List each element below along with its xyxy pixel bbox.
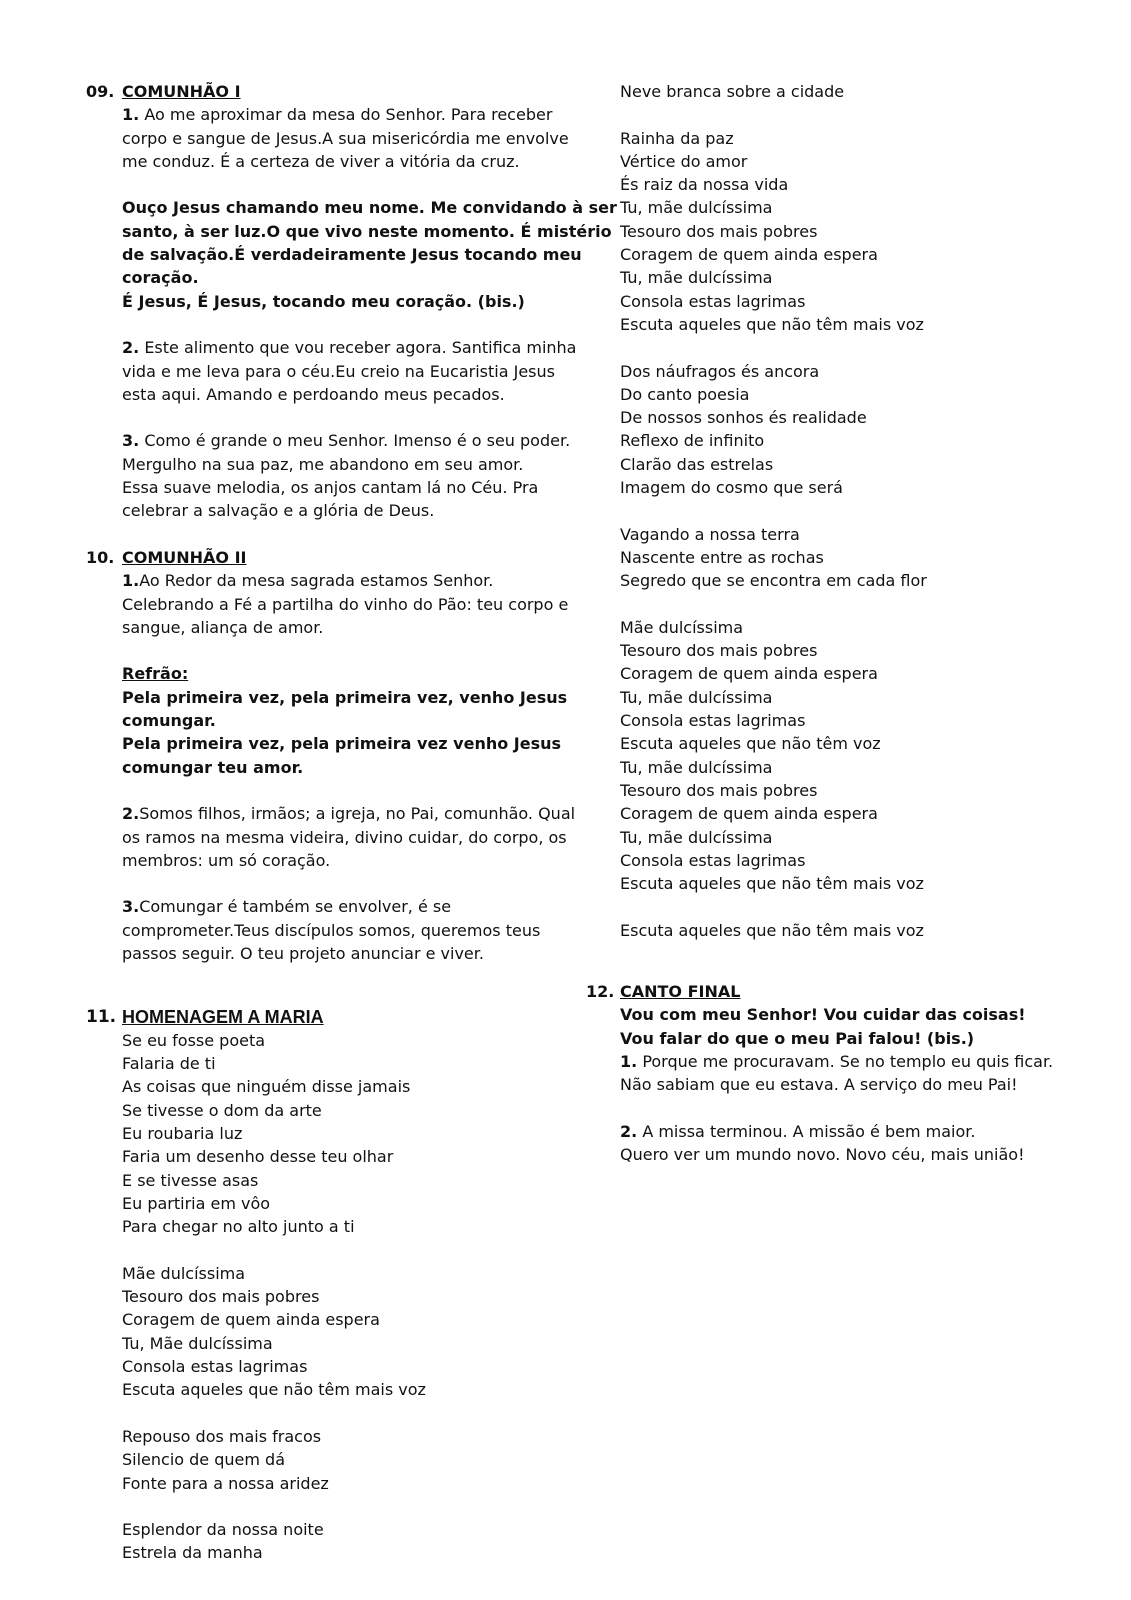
verse-line: 2. A missa terminou. A missão é bem maior. [620,1121,976,1141]
verse-line: Essa suave melodia, os anjos cantam lá no Céu. Pra [122,478,539,498]
verse-line: celebrar a salvação e a glória de Deus. [122,501,435,521]
verse-number: 3. [122,431,140,451]
refrain-line: santo, à ser luz.O que vivo neste momento. É mistério [122,221,612,241]
song-number: 09. [86,82,115,101]
verse-number: 1. [620,1051,638,1071]
lyric-line: Repouso dos mais fracos [122,1426,322,1446]
lyric-line: Escuta aqueles que não têm voz [620,734,881,754]
lyric-line: Silencio de quem dá [122,1450,286,1470]
lyric-line: Imagem do cosmo que será [620,478,843,498]
verse-number: 2. [122,338,140,358]
song-11 [86,1005,586,1565]
verse-number: 2. [122,804,140,824]
lyric-line: Tu, mãe dulcíssima [620,757,773,777]
lyric-line: Tu, mãe dulcíssima [620,198,773,218]
verse-line: Celebrando a Fé a partilha do vinho do Pão: teu corpo e [122,594,569,614]
lyric-line: Tu, mãe dulcíssima [620,268,773,288]
song-number: 10. [86,547,115,567]
lyric-line: E se tivesse asas [122,1170,259,1190]
song-10 [86,546,586,1005]
refrain-line: coração. [122,268,199,288]
lyric-line: Escuta aqueles que não têm mais voz [122,1380,426,1400]
lyric-line: De nossos sonhos és realidade [620,408,867,428]
lyric-line: És raiz da nossa vida [620,175,789,195]
song-title: CANTO FINAL [620,981,741,1001]
stanza-gap [620,593,1080,616]
verse-line: corpo e sangue de Jesus.A sua misericórdia me envolve [122,128,569,148]
lyric-line: Segredo que se encontra em cada flor [620,571,927,591]
stanza-gap [122,1239,586,1262]
lyric-line: Coragem de quem ainda espera [620,664,878,684]
refrain-line: Vou falar do que o meu Pai falou! (bis.) [620,1028,975,1048]
verse-line: Não sabiam que eu estava. A serviço do meu Pai! [620,1075,1018,1095]
lyric-line: Consola estas lagrimas [620,291,806,311]
refrain-line: Pela primeira vez, pela primeira vez, venho Jesus [122,687,568,707]
lyric-line: Eu partiria em vôo [122,1193,271,1213]
lyric-line: Vértice do amor [620,151,748,171]
lyric-line: Tu, mãe dulcíssima [620,687,773,707]
lyric-line: Dos náufragos és ancora [620,361,820,381]
verse-line: 1.Ao Redor da mesa sagrada estamos Senhor. [122,571,494,591]
lyric-line: Tesouro dos mais pobres [122,1287,320,1307]
lyric-line: Mãe dulcíssima [620,617,744,637]
lyric-line: Consola estas lagrimas [122,1357,308,1377]
verse-line: esta aqui. Amando e perdoando meus pecados. [122,384,505,404]
refrain-line: comungar teu amor. [122,757,304,777]
lyric-line: Neve branca sobre a cidade [620,82,845,101]
verse-line: 1. Porque me procuravam. Se no templo eu quis ficar. [620,1051,1054,1071]
lyric-line: Mãe dulcíssima [122,1263,246,1283]
stanza-gap [620,103,1080,126]
verse-line: 3.Comungar é também se envolver, é se [122,897,452,917]
lyric-line: Clarão das estrelas [620,454,774,474]
refrain-label: Refrão: [122,664,189,684]
refrain-line: Vou com meu Senhor! Vou cuidar das coisas! [620,1005,1026,1025]
lyric-line: Tu, Mãe dulcíssima [122,1333,273,1353]
lyric-line: Coragem de quem ainda espera [122,1310,380,1330]
refrain-line: Ouço Jesus chamando meu nome. Me convidando à ser [122,198,617,218]
lyric-line: Estrela da manha [122,1543,263,1563]
lyric-line: Escuta aqueles que não têm mais voz [620,874,924,894]
right-column [586,80,1080,1166]
lyric-line: Tesouro dos mais pobres [620,780,818,800]
verse-line: sangue, aliança de amor. [122,617,324,637]
refrain-line: comungar. [122,711,216,731]
lyric-line: Rainha da paz [620,128,734,148]
verse-line: 2. Este alimento que vou receber agora. Santifica minha [122,338,577,358]
stanza-gap [122,1495,586,1518]
stanza-gap [122,1402,586,1425]
song-number: 12. [586,981,615,1001]
verse-number: 1. [122,105,140,125]
verse-line: comprometer.Teus discípulos somos, queremos teus [122,920,541,940]
lyric-line: Se tivesse o dom da arte [122,1100,322,1120]
stanza-gap [620,336,1080,359]
lyric-line: Escuta aqueles que não têm mais voz [620,920,924,940]
song-title: COMUNHÃO II [122,547,247,567]
verse-line: membros: um só coração. [122,850,331,870]
song-title: COMUNHÃO I [122,82,241,101]
lyric-line: Se eu fosse poeta [122,1030,266,1050]
lyric-line: Do canto poesia [620,384,750,404]
stanza-gap [620,895,1080,918]
lyric-line: Tesouro dos mais pobres [620,221,818,241]
lyric-line: Consola estas lagrimas [620,711,806,731]
lyric-line: Escuta aqueles que não têm mais voz [620,314,924,334]
verse-line: 1. Ao me aproximar da mesa do Senhor. Para receber [122,105,553,125]
refrain-line: É Jesus, É Jesus, tocando meu coração. (bis.) [122,291,525,311]
refrain-line: Pela primeira vez, pela primeira vez venho Jesus [122,734,562,754]
lyric-line: Falaria de ti [122,1054,216,1074]
verse-number: 1. [122,571,140,591]
lyric-line: Nascente entre as rochas [620,547,824,567]
verse-line: Mergulho na sua paz, me abandono em seu amor. [122,454,524,474]
verse-line: vida e me leva para o céu.Eu creio na Eucaristia Jesus [122,361,555,381]
song-09 [86,80,617,546]
lyrics-block [620,80,1080,942]
lyric-line: Esplendor da nossa noite [122,1520,324,1540]
lyric-line: Tesouro dos mais pobres [620,641,818,661]
refrain-line: de salvação.É verdadeiramente Jesus tocando meu [122,245,582,265]
lyrics-block [122,1029,586,1565]
song-number: 11. [86,1006,117,1027]
verse-line: Quero ver um mundo novo. Novo céu, mais união! [620,1145,1025,1165]
verse-number: 2. [620,1121,638,1141]
lyric-line: As coisas que ninguém disse jamais [122,1077,411,1097]
lyric-line: Para chegar no alto junto a ti [122,1217,355,1237]
song-title: HOMENAGEM A MARIA [122,1006,324,1027]
verse-line: os ramos na mesma videira, divino cuidar, do corpo, os [122,827,567,847]
verse-line: 3. Como é grande o meu Senhor. Imenso é o seu poder. [122,431,571,451]
lyric-line: Tu, mãe dulcíssima [620,827,773,847]
verse-line: me conduz. É a certeza de viver a vitória da cruz. [122,151,520,171]
song-11-continued [600,80,1080,942]
verse-number: 3. [122,897,140,917]
lyric-line: Consola estas lagrimas [620,850,806,870]
lyric-line: Eu roubaria luz [122,1124,243,1144]
lyric-line: Fonte para a nossa aridez [122,1473,329,1493]
lyric-line: Faria um desenho desse teu olhar [122,1147,394,1167]
lyric-line: Reflexo de infinito [620,431,765,451]
lyric-line: Vagando a nossa terra [620,524,800,544]
verse-line: passos seguir. O teu projeto anunciar e viver. [122,943,484,963]
song-12 [586,980,1080,1166]
stanza-gap [620,499,1080,522]
verse-line: 2.Somos filhos, irmãos; a igreja, no Pai, comunhão. Qual [122,804,576,824]
lyric-line: Coragem de quem ainda espera [620,804,878,824]
lyric-line: Coragem de quem ainda espera [620,245,878,265]
